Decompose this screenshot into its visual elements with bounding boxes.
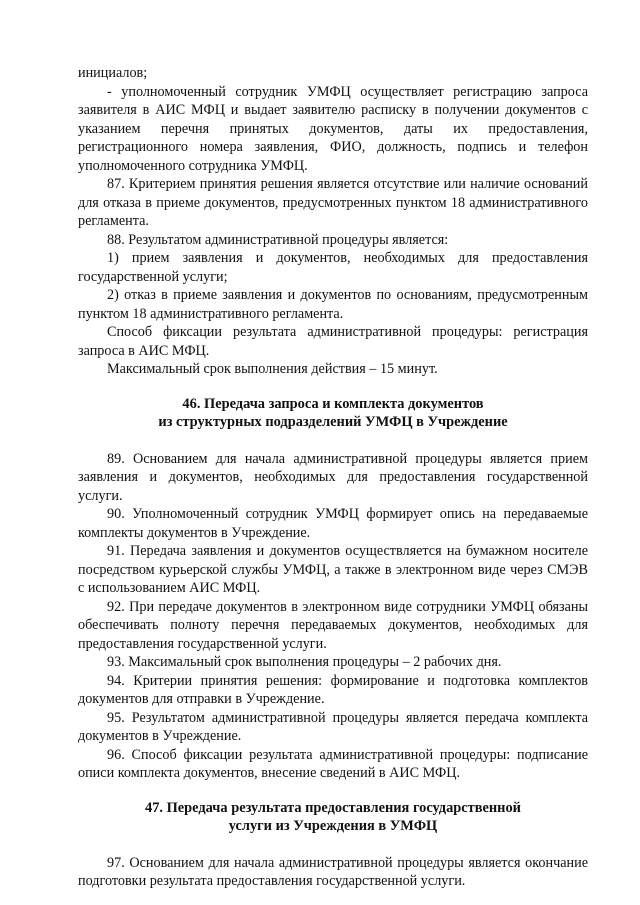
paragraph: 95. Результатом административной процедуры является передача комплекта документов в Учреждение. xyxy=(78,709,588,744)
section-heading-47 xyxy=(78,799,588,836)
spacer xyxy=(78,783,588,799)
paragraph: 1) прием заявления и документов, необходимых для предоставления государственной услуги; xyxy=(78,250,588,285)
paragraph: Способ фиксации результата административной процедуры: регистрация запроса в АИС МФЦ. xyxy=(78,324,588,359)
paragraph: - уполномоченный сотрудник УМФЦ осуществляет регистрацию запроса заявителя в АИС МФЦ и выдает заявителю расписку в получении документов с указанием перечня принятых документов, даты их предоставления, регистрационного номера заявления, ФИО, должность, подпись и телефон уполномоченного сотрудника УМФЦ. xyxy=(78,83,588,174)
paragraph: Максимальный срок выполнения действия – 15 минут. xyxy=(107,361,438,377)
paragraph: 97. Основанием для начала административной процедуры является окончание подготовки результата предоставления государственной услуги. xyxy=(78,854,588,889)
paragraph: 87. Критерием принятия решения является отсутствие или наличие оснований для отказа в приеме документов, предусмотренных пунктом 18 административного регламента. xyxy=(78,176,588,229)
heading-line: 46. Передача запроса и комплекта документов xyxy=(182,395,484,412)
spacer xyxy=(78,379,588,395)
paragraph: 92. При передаче документов в электронном виде сотрудники УМФЦ обязаны обеспечивать полноту перечня передаваемых документов, необходимых для предоставления государственной услуги. xyxy=(78,598,588,652)
paragraph: 89. Основанием для начала административной процедуры является прием заявления и документов, необходимых для предоставления государственной услуги. xyxy=(78,450,588,504)
section-heading-46 xyxy=(78,395,588,432)
heading-line: услуги из Учреждения в УМФЦ xyxy=(228,818,438,834)
document-body xyxy=(78,64,588,891)
paragraph: 91. Передача заявления и документов осуществляется на бумажном носителе посредством курьерской службы УМФЦ, а также в электронном виде через СМЭВ с использованием АИС МФЦ. xyxy=(78,543,588,596)
paragraph: 94. Критерии принятия решения: формирование и подготовка комплектов документов для отправки в Учреждение. xyxy=(78,672,588,707)
heading-line: 47. Передача результата предоставления государственной xyxy=(145,799,521,816)
paragraph: инициалов; xyxy=(78,65,148,81)
paragraph: 93. Максимальный срок выполнения процедуры – 2 рабочих дня. xyxy=(107,654,502,670)
paragraph: 90. Уполномоченный сотрудник УМФЦ формирует опись на передаваемые комплекты документов в Учреждение. xyxy=(78,506,588,541)
paragraph: 96. Способ фиксации результата административной процедуры: подписание описи комплекта документов, внесение сведений в АИС МФЦ. xyxy=(78,746,588,781)
spacer xyxy=(78,432,588,450)
spacer xyxy=(78,836,588,854)
paragraph: 88. Результатом административной процедуры является: xyxy=(107,231,449,248)
paragraph: 2) отказ в приеме заявления и документов по основаниям, предусмотренным пунктом 18 административного регламента. xyxy=(78,287,588,322)
heading-line: из структурных подразделений УМФЦ в Учреждение xyxy=(158,414,508,430)
